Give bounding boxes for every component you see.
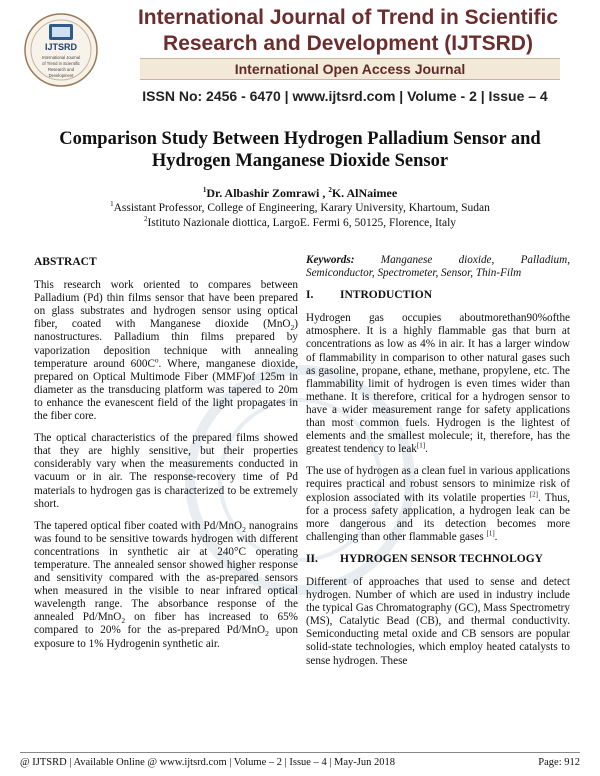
svg-text:Research and: Research and bbox=[47, 67, 75, 72]
section-2-heading: II. HYDROGEN SENSOR TECHNOLOGY bbox=[306, 552, 543, 565]
section-1-heading: I. INTRODUCTION bbox=[306, 289, 433, 302]
journal-logo bbox=[22, 12, 100, 88]
affiliation-2: $^2$Istituto Nazionale diottica, LargoE. Fermi 6, 50125, Florence, Italy bbox=[143, 215, 457, 229]
abstract-paragraph-3: The tapered optical fiber coated with Pd/MnO$_2$ nanograins was found to be sensitive towards hydrogen with different concentrations in synthetic air at 240°C operating temperature. The annealed sensor showed higher response and sensitivity compared with the as-prepared sensors when measured in the visible to near infrared optical wavelength range. The absorbance response of the annealed Pd/MnO$_2$ on fiber has increased to 65% compared to 20% for the as-prepared Pd/MnO$_2$ upon exposure to 1% Hydrogenin synthetic air. bbox=[34, 519, 298, 650]
footer-text: @ IJTSRD | Available Online @ www.ijtsrd.com | Volume – 2 | Issue – 4 | May-Jun 2018 bbox=[20, 757, 396, 768]
svg-text:International Journal: International Journal bbox=[42, 55, 80, 60]
journal-header bbox=[0, 0, 600, 118]
left-column bbox=[34, 254, 298, 660]
intro-paragraph-2: The use of hydrogen as a clean fuel in various applications requires practical and robust sensors to minimize risk of explosion associated with its volatile properties [2]. Thus, for a process safety application, a hydrogen leak can be more dangerous and its detection becomes more challenging than other flammable gases [1]. bbox=[306, 465, 570, 543]
author-1: Dr. Albashir Zomrawi , bbox=[206, 186, 329, 200]
section-2-paragraph-1: Different of approaches that used to sense and detect hydrogen. Number of which are used in industry include the typical Gas Chromatography (GC), Mass Spectrometry (MS), Catalytic Bead (CB), and thermal conductivity. Semiconducting metal oxide and CB sensors are popular solid-state technologies, which employ heated catalysts to sense hydrogen. These bbox=[306, 575, 570, 667]
abstract-heading: ABSTRACT bbox=[34, 256, 97, 268]
paper-title: Comparison Study Between Hydrogen Palladium Sensor and Hydrogen Manganese Dioxide Sensor bbox=[59, 129, 541, 171]
intro-paragraph-1: Hydrogen gas occupies aboutmorethan90%ofthe atmosphere. It is a highly flammable gas that burn at concentrations as low as 4% in air. It has a larger window of flammability in comparison to other natural gases such as gasoline, propane, ethane, methane, propylene, etc. The flammability limit of hydrogen is even times wider than methane. It is therefore, critical for a hydrogen sensor to have a wider measurement range for safety applications than most common fuels. Hydrogen is the lightest of elements and the smallest molecule; it, therefore, has the greatest tendency to leak[1]. bbox=[306, 312, 570, 456]
abstract-paragraph-1: This research work oriented to compares between Palladium (Pd) thin films sensor that have been prepared on glass substrates and hydrogen sensor using optical fiber, coated with Manganese dioxide (MnO$_2$) nanostructures. Palladium thin films prepared by vaporization deposition technique with annealing temperature around $600C^o$. Where, manganese dioxide, prepared on Optical Multimode Fiber (MMF)of 125m in diameter as the transducing platform was tapered to 20m to enhance the evanescent field of the light propagates in the fiber core. bbox=[34, 279, 298, 423]
citation: [1] bbox=[486, 529, 495, 538]
logo-text: IJTSRD bbox=[44, 42, 78, 52]
journal-title-line-1: International Journal of Trend in Scientific bbox=[137, 6, 559, 29]
citation: [1] bbox=[416, 441, 426, 450]
citation: [2] bbox=[529, 489, 538, 498]
affiliation-1: $^1$Assistant Professor, College of Engineering, Karary University, Khartoum, Sudan bbox=[110, 200, 490, 214]
abstract-paragraph-2: The optical characteristics of the prepared films showed that they are highly sensitive, but their properties considerably vary when the measurements conducted in vacuum or in air. The response-recovery time of Pd materials to hydrogen gas is characterized to be extremely short. bbox=[34, 432, 298, 510]
page-footer bbox=[20, 752, 580, 768]
open-access-banner: International Open Access Journal bbox=[140, 58, 560, 80]
issn-line: ISSN No: 2456 - 6470 | www.ijtsrd.com | Volume - 2 | Issue – 4 bbox=[142, 88, 548, 104]
svg-text:of Trend in Scientific: of Trend in Scientific bbox=[42, 61, 80, 66]
svg-text:Development: Development bbox=[48, 73, 74, 78]
right-column bbox=[306, 254, 570, 677]
author-line: $^1$Dr. Albashir Zomrawi , $^2$K. AlNaimee bbox=[202, 186, 398, 200]
author-2: K. AlNaimee bbox=[331, 186, 398, 200]
keywords-label: Keywords: bbox=[306, 254, 355, 266]
keywords: Keywords: Manganese dioxide, Palladium, Semiconductor, Spectrometer, Sensor, Thin-Film bbox=[306, 254, 570, 280]
page-number: Page: 912 bbox=[538, 757, 580, 768]
journal-title-line-2: Research and Development (IJTSRD) bbox=[163, 32, 533, 55]
